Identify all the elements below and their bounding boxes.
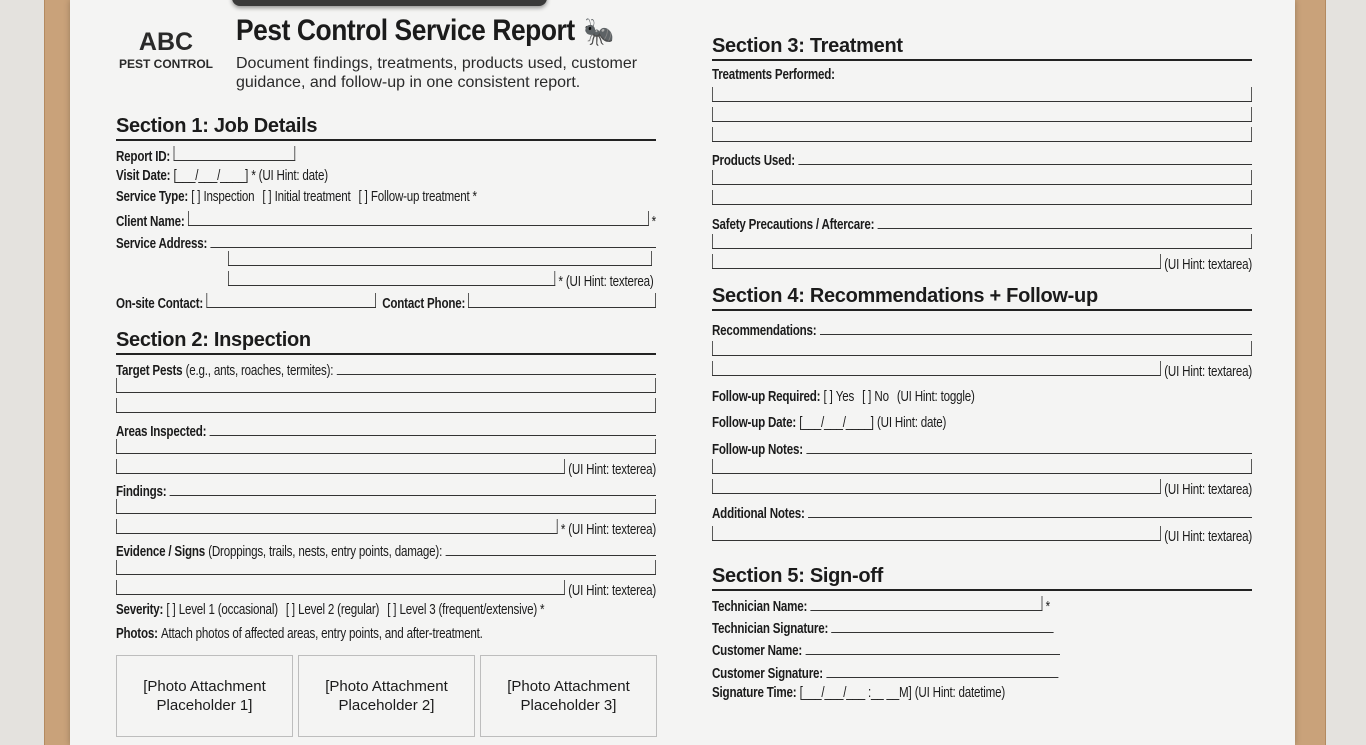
- checkbox-inspection[interactable]: [ ]: [191, 189, 201, 205]
- safety-label: Safety Precautions / Aftercare:: [712, 217, 875, 233]
- signature-time-row: [712, 685, 1252, 706]
- customer-name-row: [712, 640, 1252, 661]
- recommendations-hint: (UI Hint: textarea): [1164, 364, 1252, 380]
- followup-notes-input-line1[interactable]: [806, 439, 1252, 454]
- findings-input-line2[interactable]: [116, 499, 656, 514]
- severity-row: [116, 602, 656, 623]
- recommendations-input-line2[interactable]: [712, 341, 1252, 356]
- products-line3: [712, 190, 1252, 211]
- followup-notes-hint: (UI Hint: textarea): [1164, 482, 1252, 498]
- section-1-heading: Section 1: Job Details: [116, 115, 656, 141]
- page-subtitle: Document findings, treatments, products used, customer guidance, and follow-up in one consistent report.: [236, 55, 638, 91]
- treatments-input-line2[interactable]: [712, 107, 1252, 122]
- customer-signature-input[interactable]: [826, 663, 1058, 678]
- contact-phone-input[interactable]: [468, 293, 656, 308]
- areas-input-line2[interactable]: [116, 439, 656, 454]
- photos-note: Attach photos of affected areas, entry points, and after-treatment.: [160, 626, 483, 642]
- contact-phone-label: Contact Phone:: [382, 296, 466, 312]
- checkbox-level-3[interactable]: [ ]: [387, 602, 397, 618]
- treatments-input-line1[interactable]: [712, 87, 1252, 102]
- required-marker: *: [1045, 599, 1050, 615]
- areas-line2: [116, 439, 656, 460]
- followup-date-input[interactable]: [___/___/____]: [799, 415, 874, 431]
- section-4-heading: Section 4: Recommendations + Follow-up: [712, 285, 1252, 311]
- title-bar: [236, 14, 614, 48]
- photo-placeholder-1[interactable]: [Photo Attachment Placeholder 1]: [116, 655, 293, 737]
- option-initial-treatment: Initial treatment: [274, 189, 351, 205]
- logo-subtitle: PEST CONTROL: [118, 57, 213, 71]
- target-pests-input-line1[interactable]: [336, 360, 656, 375]
- additional-notes-hint: (UI Hint: textarea): [1164, 529, 1252, 545]
- recommendations-input-line1[interactable]: [820, 320, 1252, 335]
- target-pests-note: (e.g., ants, roaches, termites):: [185, 363, 334, 379]
- client-name-row: [116, 211, 656, 232]
- technician-signature-row: [712, 618, 1252, 639]
- treatments-line3: [712, 127, 1252, 148]
- recommendations-input-line3[interactable]: [712, 361, 1161, 376]
- evidence-label: Evidence / Signs: [116, 544, 205, 560]
- target-pests-label: Target Pests: [116, 363, 183, 379]
- additional-notes-row: [712, 503, 1252, 524]
- service-address-input-line1[interactable]: [210, 233, 656, 248]
- service-address-label: Service Address:: [116, 236, 208, 252]
- recommendations-label: Recommendations:: [712, 323, 817, 339]
- findings-label: Findings:: [116, 484, 167, 500]
- service-address-input-line2[interactable]: [228, 251, 652, 266]
- followup-notes-input-line2[interactable]: [712, 459, 1252, 474]
- page-title: Pest Control Service Report: [236, 14, 575, 47]
- customer-name-input[interactable]: [805, 640, 1059, 655]
- report-id-input[interactable]: [173, 146, 295, 161]
- target-pests-input-line2[interactable]: [116, 378, 656, 393]
- followup-date-label: Follow-up Date:: [712, 415, 796, 431]
- contact-row: [116, 293, 656, 314]
- followup-notes-input-line3[interactable]: [712, 479, 1161, 494]
- target-pests-line2: [116, 378, 656, 399]
- technician-name-input[interactable]: [810, 596, 1042, 611]
- address-hint: * (UI Hint: texterea): [558, 274, 654, 290]
- followup-date-row: [712, 415, 1252, 436]
- additional-notes-input-line1[interactable]: [808, 503, 1252, 518]
- products-input-line2[interactable]: [712, 170, 1252, 185]
- service-type-row: [116, 189, 656, 210]
- signature-time-input[interactable]: [___/___/___ :__ __M]: [799, 685, 912, 701]
- section-3-heading: Section 3: Treatment: [712, 35, 1252, 61]
- additional-notes-line2: [712, 526, 1252, 547]
- severity-label: Severity:: [116, 602, 164, 618]
- checkbox-yes[interactable]: [ ]: [823, 389, 833, 405]
- safety-hint: (UI Hint: textarea): [1164, 257, 1252, 273]
- areas-input-line3[interactable]: [116, 459, 565, 474]
- photo-placeholder-3[interactable]: [Photo Attachment Placeholder 3]: [480, 655, 657, 737]
- technician-name-row: [712, 596, 1252, 617]
- ant-icon: 🐜: [583, 15, 615, 47]
- target-pests-line3: [116, 398, 656, 419]
- customer-signature-row: [712, 663, 1252, 684]
- findings-input-line1[interactable]: [170, 481, 656, 496]
- findings-line3: [116, 519, 656, 540]
- checkbox-followup-treatment[interactable]: [ ]: [358, 189, 368, 205]
- customer-name-label: Customer Name:: [712, 643, 803, 659]
- areas-hint: (UI Hint: texterea): [568, 462, 656, 478]
- additional-notes-input-line2[interactable]: [712, 526, 1161, 541]
- photos-label: Photos:: [116, 626, 158, 642]
- section-5-heading: Section 5: Sign-off: [712, 565, 1252, 591]
- section-2-heading: Section 2: Inspection: [116, 329, 656, 355]
- recommendations-line3: [712, 361, 1252, 382]
- checkbox-level-1[interactable]: [ ]: [166, 602, 176, 618]
- followup-notes-line2: [712, 459, 1252, 480]
- onsite-contact-input[interactable]: [206, 293, 376, 308]
- followup-notes-line3: [712, 479, 1252, 500]
- evidence-input-line2[interactable]: [116, 560, 656, 575]
- checkbox-initial-treatment[interactable]: [ ]: [262, 189, 272, 205]
- option-followup-treatment: Follow-up treatment *: [370, 189, 477, 205]
- photo-placeholder-2[interactable]: [Photo Attachment Placeholder 2]: [298, 655, 475, 737]
- option-level-1: Level 1 (occasional): [178, 602, 278, 618]
- onsite-contact-label: On-site Contact:: [116, 296, 204, 312]
- evidence-note: (Droppings, trails, nests, entry points, damage):: [208, 544, 443, 560]
- report-id-row: [116, 146, 656, 167]
- safety-input-line2[interactable]: [712, 234, 1252, 249]
- safety-line2: [712, 234, 1252, 255]
- technician-name-label: Technician Name:: [712, 599, 808, 615]
- safety-input-line1[interactable]: [877, 214, 1252, 229]
- safety-row: [712, 214, 1252, 235]
- findings-hint: * (UI Hint: texterea): [560, 522, 656, 538]
- products-line2: [712, 170, 1252, 191]
- recommendations-row: [712, 320, 1252, 341]
- followup-date-hint: (UI Hint: date): [877, 415, 947, 431]
- treatments-label: Treatments Performed:: [712, 67, 835, 83]
- evidence-line2: [116, 560, 656, 581]
- option-yes: Yes: [835, 389, 855, 405]
- service-address-line2: [228, 251, 652, 272]
- visit-date-hint: * (UI Hint: date): [251, 168, 328, 184]
- photos-row: [116, 626, 656, 647]
- visit-date-row: [116, 168, 656, 189]
- technician-signature-input[interactable]: [831, 618, 1053, 633]
- visit-date-label: Visit Date:: [116, 168, 171, 184]
- areas-inspected-label: Areas Inspected:: [116, 424, 207, 440]
- logo: ABC: [138, 28, 194, 56]
- followup-required-label: Follow-up Required:: [712, 389, 821, 405]
- evidence-line3: [116, 580, 656, 601]
- signature-time-hint: (UI Hint: datetime): [914, 685, 1006, 701]
- client-name-input[interactable]: [188, 211, 649, 226]
- option-level-3: Level 3 (frequent/extensive) *: [399, 602, 545, 618]
- service-type-label: Service Type:: [116, 189, 188, 205]
- treatments-line1: [712, 87, 1252, 108]
- followup-notes-row: [712, 439, 1252, 460]
- target-pests-input-line3[interactable]: [116, 398, 656, 413]
- evidence-input-line1[interactable]: [445, 541, 656, 556]
- products-row: [712, 150, 1252, 171]
- findings-line2: [116, 499, 656, 520]
- signature-time-label: Signature Time:: [712, 685, 797, 701]
- treatments-line2: [712, 107, 1252, 128]
- followup-notes-label: Follow-up Notes:: [712, 442, 803, 458]
- toggle-hint: (UI Hint: toggle): [896, 389, 975, 405]
- recommendations-line2: [712, 341, 1252, 362]
- areas-input-line1[interactable]: [209, 421, 656, 436]
- service-address-line3: [228, 271, 654, 292]
- option-no: No: [874, 389, 889, 405]
- products-label: Products Used:: [712, 153, 795, 169]
- treatments-row: [712, 67, 1252, 88]
- customer-signature-label: Customer Signature:: [712, 666, 823, 682]
- visit-date-input[interactable]: [___/___/____]: [173, 168, 249, 184]
- products-input-line3[interactable]: [712, 190, 1252, 205]
- client-name-label: Client Name:: [116, 214, 185, 230]
- evidence-row: [116, 541, 656, 562]
- technician-signature-label: Technician Signature:: [712, 621, 829, 637]
- findings-input-line3[interactable]: [116, 519, 558, 534]
- evidence-input-line3[interactable]: [116, 580, 565, 595]
- report-id-label: Report ID:: [116, 149, 171, 165]
- clipboard-clip: [232, 0, 547, 6]
- additional-notes-label: Additional Notes:: [712, 506, 805, 522]
- checkbox-level-2[interactable]: [ ]: [285, 602, 295, 618]
- checkbox-no[interactable]: [ ]: [862, 389, 872, 405]
- treatments-input-line3[interactable]: [712, 127, 1252, 142]
- option-level-2: Level 2 (regular): [298, 602, 380, 618]
- service-address-input-line3[interactable]: [228, 271, 555, 286]
- followup-required-row: [712, 389, 1252, 410]
- evidence-hint: (UI Hint: texterea): [568, 583, 656, 599]
- safety-line3: [712, 254, 1252, 275]
- option-inspection: Inspection: [203, 189, 255, 205]
- areas-line3: [116, 459, 656, 480]
- required-marker: *: [651, 214, 656, 230]
- products-input-line1[interactable]: [798, 150, 1252, 165]
- safety-input-line3[interactable]: [712, 254, 1161, 269]
